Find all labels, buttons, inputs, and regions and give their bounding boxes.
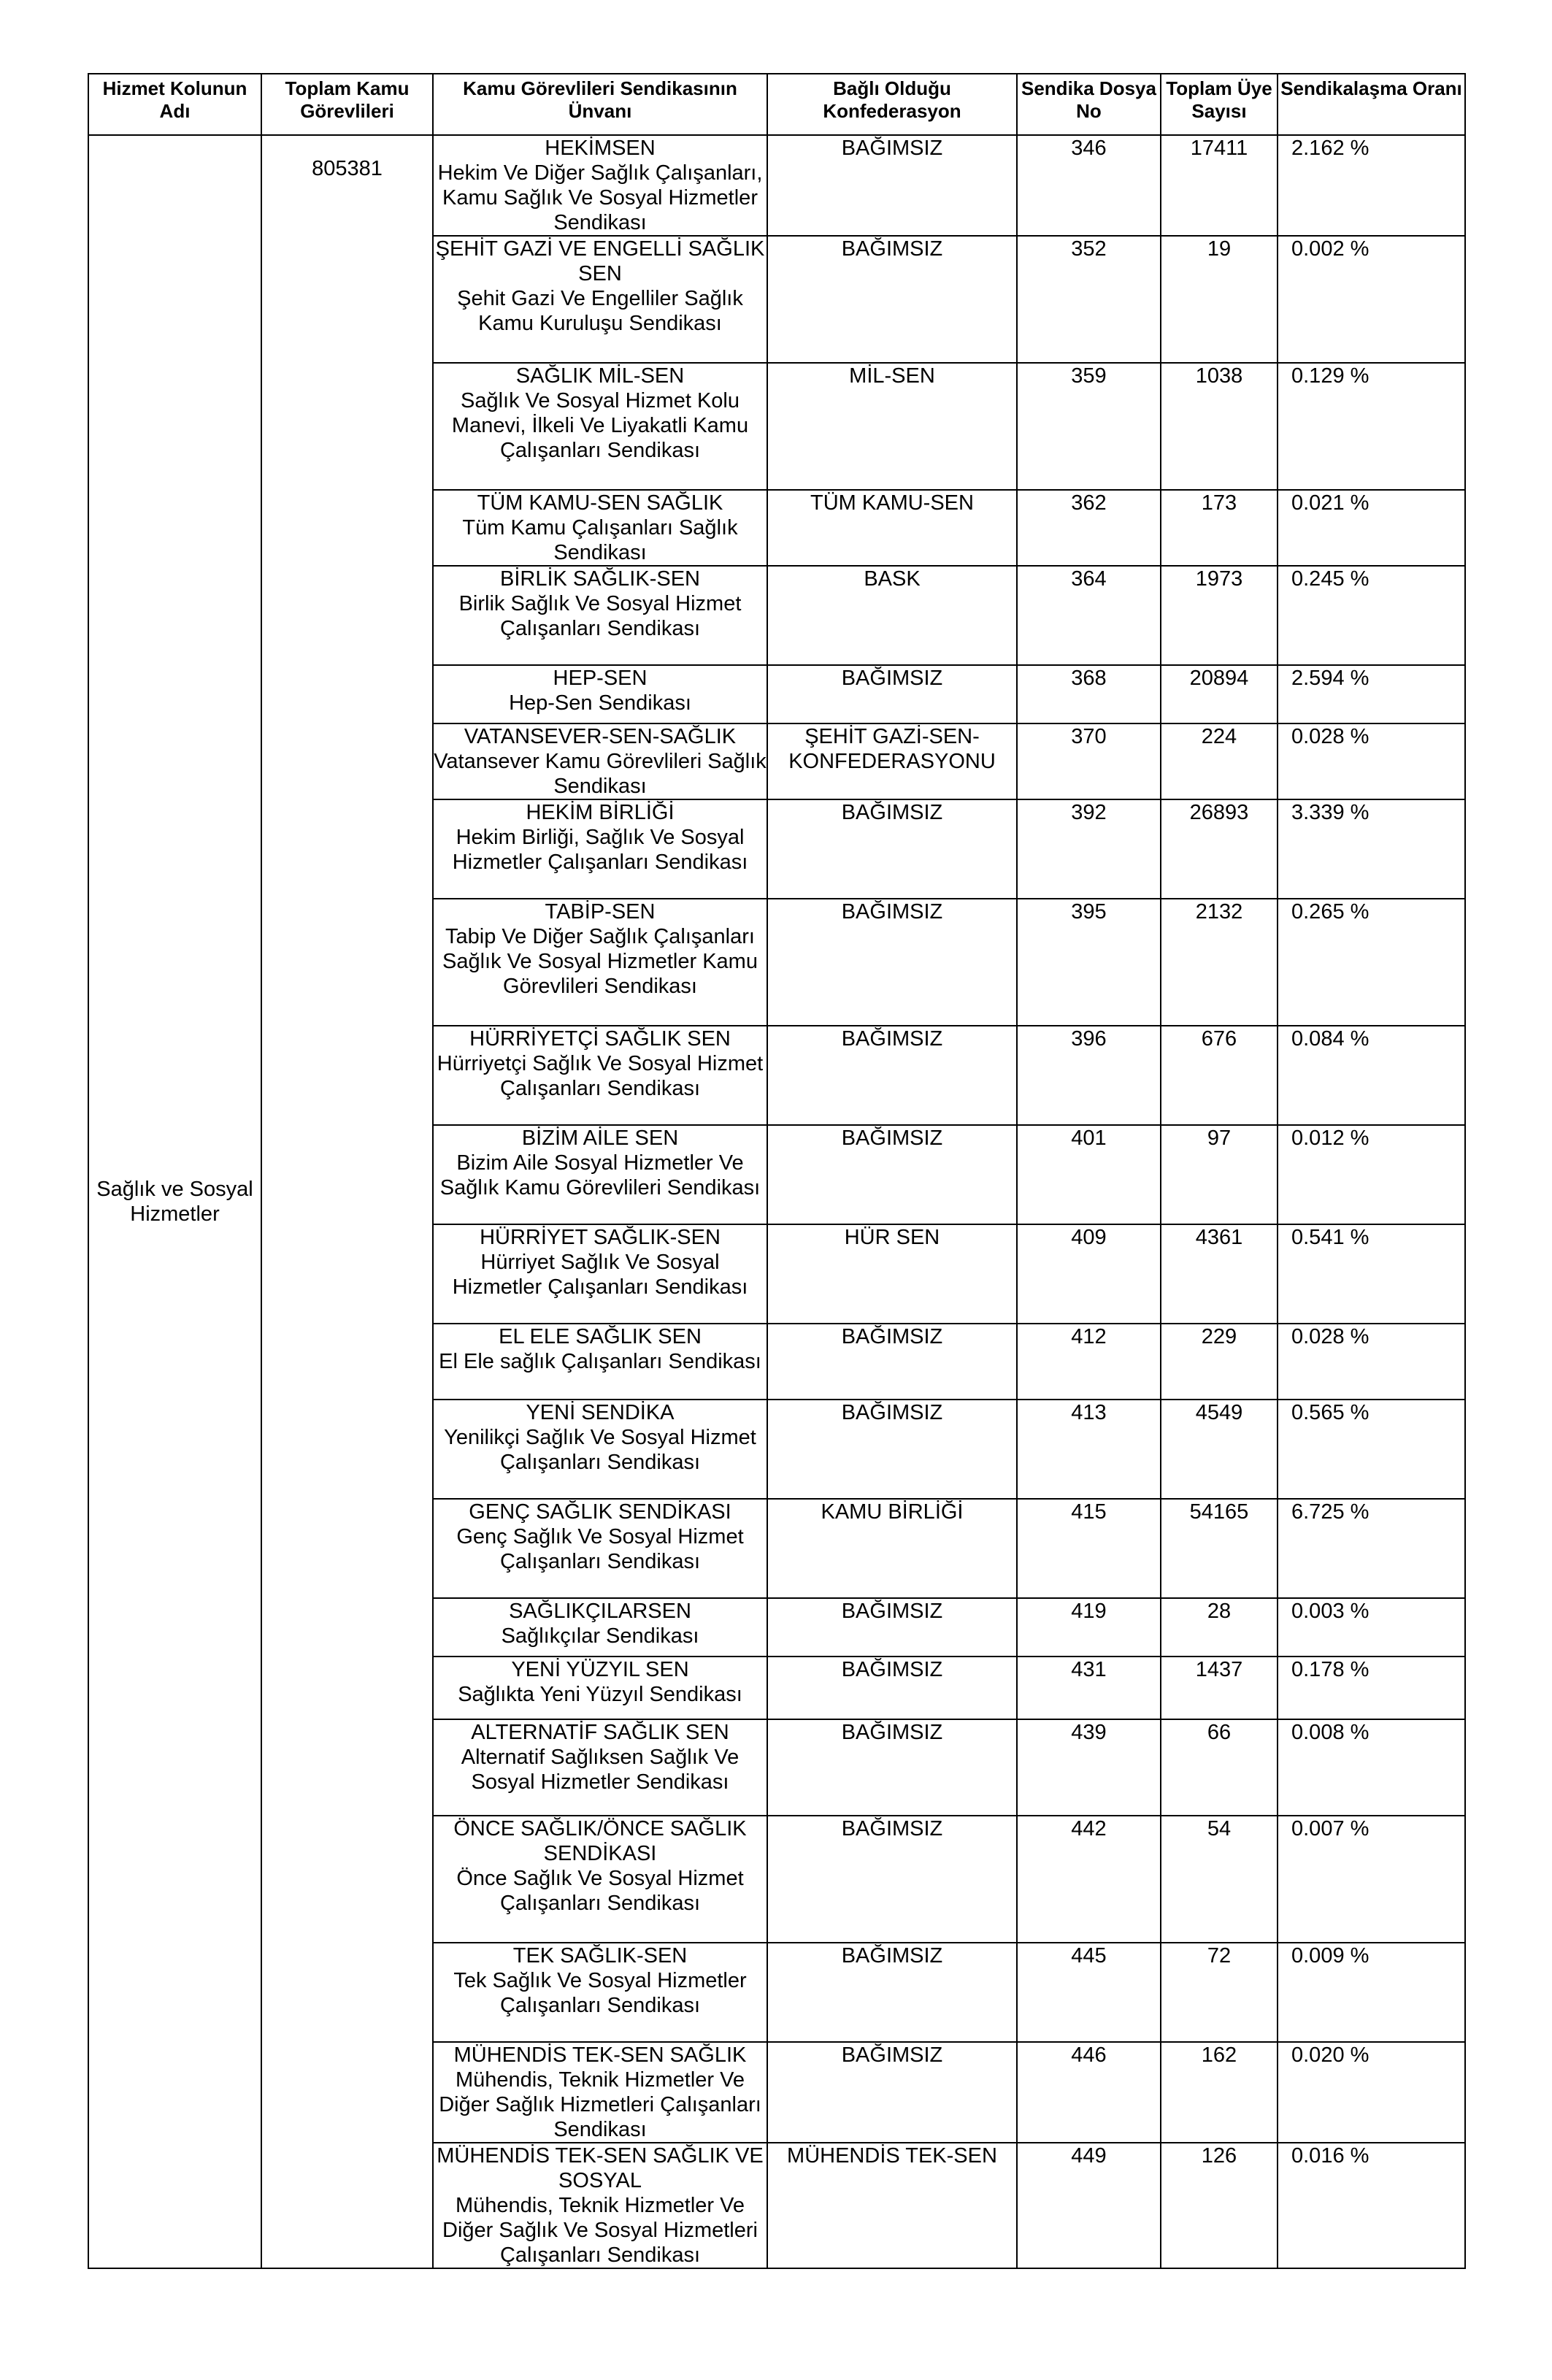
toplam-kamu-cell [261, 135, 433, 2268]
dosya-no-cell: 415 [1017, 1499, 1161, 1598]
dosya-no-cell: 442 [1017, 1816, 1161, 1943]
sendika-unvan-cell [433, 1657, 767, 1719]
toplam-kamu-value: 805381 [312, 157, 383, 180]
uye-sayisi-cell: 1437 [1161, 1657, 1278, 1719]
sendika-full-name: Vatansever Kamu Görevlileri Sağlık Sendikası [434, 750, 767, 798]
sendika-short-name: GENÇ SAĞLIK SENDİKASI [469, 1500, 731, 1524]
sendika-short-name: EL ELE SAĞLIK SEN [499, 1325, 702, 1348]
konfederasyon-cell: TÜM KAMU-SEN [767, 490, 1017, 566]
sendika-full-name: El Ele sağlık Çalışanları Sendikası [439, 1350, 761, 1373]
sendika-unvan-cell [433, 1719, 767, 1816]
oran-cell: 0.084 % [1278, 1026, 1465, 1125]
oran-cell: 0.265 % [1278, 899, 1465, 1026]
dosya-no-cell: 413 [1017, 1400, 1161, 1499]
header-toplam-kamu: Toplam Kamu Görevlileri [261, 74, 433, 135]
sendika-short-name: HEKİM BİRLİĞİ [526, 801, 675, 824]
oran-cell: 0.016 % [1278, 2143, 1465, 2268]
uye-sayisi-cell: 97 [1161, 1125, 1278, 1224]
dosya-no-cell: 364 [1017, 566, 1161, 665]
sendika-unvan-cell [433, 1324, 767, 1400]
sendika-full-name: Genç Sağlık Ve Sosyal Hizmet Çalışanları Sendikası [456, 1525, 744, 1573]
sendika-full-name: Yenilikçi Sağlık Ve Sosyal Hizmet Çalışanları Sendikası [444, 1426, 756, 1474]
uye-sayisi-cell: 17411 [1161, 135, 1278, 236]
header-hizmet-kolu: Hizmet Kolunun Adı [88, 74, 261, 135]
konfederasyon-cell: BAĞIMSIZ [767, 1598, 1017, 1657]
dosya-no-cell: 449 [1017, 2143, 1161, 2268]
sendika-unvan-cell [433, 566, 767, 665]
sendika-unvan-cell [433, 1943, 767, 2042]
konfederasyon-cell: BAĞIMSIZ [767, 135, 1017, 236]
dosya-no-cell: 446 [1017, 2042, 1161, 2143]
oran-cell: 0.012 % [1278, 1125, 1465, 1224]
dosya-no-cell: 401 [1017, 1125, 1161, 1224]
konfederasyon-cell: KAMU BİRLİĞİ [767, 1499, 1017, 1598]
sendika-unvan-cell [433, 1816, 767, 1943]
uye-sayisi-cell: 54165 [1161, 1499, 1278, 1598]
sendika-unvan-cell [433, 1125, 767, 1224]
sendika-full-name: Şehit Gazi Ve Engelliler Sağlık Kamu Kuruluşu Sendikası [457, 287, 743, 335]
konfederasyon-cell: BAĞIMSIZ [767, 799, 1017, 899]
sendika-full-name: Hürriyet Sağlık Ve Sosyal Hizmetler Çalışanları Sendikası [452, 1251, 748, 1299]
uye-sayisi-cell: 28 [1161, 1598, 1278, 1657]
sendika-short-name: TÜM KAMU-SEN SAĞLIK [477, 491, 723, 515]
sendika-short-name: BİZİM AİLE SEN [521, 1126, 679, 1150]
konfederasyon-cell: ŞEHİT GAZİ-SEN-KONFEDERASYONU [767, 723, 1017, 799]
uye-sayisi-cell: 20894 [1161, 665, 1278, 723]
oran-cell: 0.020 % [1278, 2042, 1465, 2143]
uye-sayisi-cell: 676 [1161, 1026, 1278, 1125]
uye-sayisi-cell: 173 [1161, 490, 1278, 566]
oran-cell: 0.028 % [1278, 723, 1465, 799]
konfederasyon-cell: HÜR SEN [767, 1224, 1017, 1324]
sendika-full-name: Mühendis, Teknik Hizmetler Ve Diğer Sağlık Ve Sosyal Hizmetleri Çalışanları Sendikası [442, 2194, 758, 2267]
uye-sayisi-cell: 1038 [1161, 363, 1278, 490]
konfederasyon-cell: MÜHENDİS TEK-SEN [767, 2143, 1017, 2268]
dosya-no-cell: 368 [1017, 665, 1161, 723]
konfederasyon-cell: BAĞIMSIZ [767, 2042, 1017, 2143]
header-uye-sayisi: Toplam Üye Sayısı [1161, 74, 1278, 135]
uye-sayisi-cell: 4549 [1161, 1400, 1278, 1499]
sendika-full-name: Hekim Birliği, Sağlık Ve Sosyal Hizmetler Çalışanları Sendikası [452, 826, 748, 874]
sendika-full-name: Hep-Sen Sendikası [509, 691, 691, 715]
uye-sayisi-cell: 26893 [1161, 799, 1278, 899]
hizmet-kolu-label: Sağlık ve Sosyal Hizmetler [96, 1178, 253, 1226]
oran-cell: 0.541 % [1278, 1224, 1465, 1324]
sendika-short-name: MÜHENDİS TEK-SEN SAĞLIK [453, 2043, 747, 2067]
sendika-short-name: TEK SAĞLIK-SEN [512, 1944, 688, 1968]
oran-cell: 2.162 % [1278, 135, 1465, 236]
sendika-full-name: Bizim Aile Sosyal Hizmetler Ve Sağlık Kamu Görevlileri Sendikası [439, 1151, 761, 1199]
uye-sayisi-cell: 54 [1161, 1816, 1278, 1943]
sendika-unvan-cell [433, 2143, 767, 2268]
dosya-no-cell: 396 [1017, 1026, 1161, 1125]
oran-cell: 6.725 % [1278, 1499, 1465, 1598]
sendika-full-name: Hekim Ve Diğer Sağlık Çalışanları, Kamu Sağlık Ve Sosyal Hizmetler Sendikası [437, 161, 763, 234]
sendika-full-name: Birlik Sağlık Ve Sosyal Hizmet Çalışanları Sendikası [458, 592, 742, 640]
table-body [88, 135, 1465, 2268]
header-oran: Sendikalaşma Oranı [1278, 74, 1465, 135]
konfederasyon-cell: BAĞIMSIZ [767, 665, 1017, 723]
konfederasyon-cell: BAĞIMSIZ [767, 1324, 1017, 1400]
dosya-no-cell: 359 [1017, 363, 1161, 490]
sendika-unvan-cell [433, 1026, 767, 1125]
oran-cell: 3.339 % [1278, 799, 1465, 899]
dosya-no-cell: 409 [1017, 1224, 1161, 1324]
dosya-no-cell: 439 [1017, 1719, 1161, 1816]
oran-cell: 0.245 % [1278, 566, 1465, 665]
sendika-unvan-cell [433, 1400, 767, 1499]
sendika-unvan-cell [433, 236, 767, 363]
sendika-short-name: HEKİMSEN [545, 137, 656, 160]
oran-cell: 0.021 % [1278, 490, 1465, 566]
sendika-unvan-cell [433, 665, 767, 723]
sendika-short-name: HEP-SEN [553, 667, 648, 690]
uye-sayisi-cell: 66 [1161, 1719, 1278, 1816]
oran-cell: 0.178 % [1278, 1657, 1465, 1719]
sendika-unvan-cell [433, 1224, 767, 1324]
sendika-short-name: YENİ YÜZYIL SEN [511, 1658, 689, 1681]
sendika-short-name: BİRLİK SAĞLIK-SEN [500, 567, 700, 591]
sendika-full-name: Hürriyetçi Sağlık Ve Sosyal Hizmet Çalışanları Sendikası [437, 1052, 764, 1100]
dosya-no-cell: 392 [1017, 799, 1161, 899]
sendika-unvan-cell [433, 2042, 767, 2143]
sendika-full-name: Tüm Kamu Çalışanları Sağlık Sendikası [462, 516, 738, 564]
oran-cell: 0.129 % [1278, 363, 1465, 490]
sendika-unvan-cell [433, 899, 767, 1026]
konfederasyon-cell: BASK [767, 566, 1017, 665]
sendika-full-name: Alternatif Sağlıksen Sağlık Ve Sosyal Hizmetler Sendikası [461, 1746, 739, 1794]
dosya-no-cell: 431 [1017, 1657, 1161, 1719]
sendika-short-name: SAĞLIKÇILARSEN [509, 1600, 691, 1623]
sendika-short-name: HÜRRİYETÇİ SAĞLIK SEN [469, 1027, 731, 1051]
sendika-short-name: MÜHENDİS TEK-SEN SAĞLIK VE SOSYAL [437, 2144, 764, 2192]
oran-cell: 0.009 % [1278, 1943, 1465, 2042]
sendika-short-name: YENİ SENDİKA [526, 1401, 675, 1424]
sendika-short-name: ŞEHİT GAZİ VE ENGELLİ SAĞLIK SEN [435, 237, 765, 285]
hizmet-kolu-cell [88, 135, 261, 2268]
dosya-no-cell: 395 [1017, 899, 1161, 1026]
oran-cell: 0.565 % [1278, 1400, 1465, 1499]
konfederasyon-cell: BAĞIMSIZ [767, 1657, 1017, 1719]
oran-cell: 0.007 % [1278, 1816, 1465, 1943]
header-unvan: Kamu Görevlileri Sendikasının Ünvanı [433, 74, 767, 135]
sendika-short-name: TABİP-SEN [545, 900, 656, 924]
sendika-full-name: Mühendis, Teknik Hizmetler Ve Diğer Sağlık Hizmetleri Çalışanları Sendikası [439, 2068, 761, 2141]
uye-sayisi-cell: 229 [1161, 1324, 1278, 1400]
dosya-no-cell: 346 [1017, 135, 1161, 236]
sendika-full-name: Önce Sağlık Ve Sosyal Hizmet Çalışanları Sendikası [456, 1867, 744, 1915]
konfederasyon-cell: BAĞIMSIZ [767, 1816, 1017, 1943]
konfederasyon-cell: BAĞIMSIZ [767, 1400, 1017, 1499]
uye-sayisi-cell: 2132 [1161, 899, 1278, 1026]
oran-cell: 0.003 % [1278, 1598, 1465, 1657]
sendika-short-name: ALTERNATİF SAĞLIK SEN [471, 1721, 729, 1744]
uye-sayisi-cell: 1973 [1161, 566, 1278, 665]
konfederasyon-cell: BAĞIMSIZ [767, 1026, 1017, 1125]
konfederasyon-cell: BAĞIMSIZ [767, 1719, 1017, 1816]
konfederasyon-cell: MİL-SEN [767, 363, 1017, 490]
header-dosya-no: Sendika Dosya No [1017, 74, 1161, 135]
sendika-unvan-cell [433, 1499, 767, 1598]
sendika-unvan-cell [433, 135, 767, 236]
sendika-full-name: Tek Sağlık Ve Sosyal Hizmetler Çalışanları Sendikası [453, 1969, 747, 2017]
sendika-short-name: SAĞLIK MİL-SEN [515, 364, 685, 388]
konfederasyon-cell: BAĞIMSIZ [767, 1125, 1017, 1224]
sendika-full-name: Sağlıkta Yeni Yüzyıl Sendikası [458, 1683, 742, 1706]
union-statistics-table [88, 73, 1466, 2269]
sendika-unvan-cell [433, 363, 767, 490]
uye-sayisi-cell: 162 [1161, 2042, 1278, 2143]
header-konfederasyon: Bağlı Olduğu Konfederasyon [767, 74, 1017, 135]
sendika-unvan-cell [433, 723, 767, 799]
uye-sayisi-cell: 72 [1161, 1943, 1278, 2042]
uye-sayisi-cell: 19 [1161, 236, 1278, 363]
sendika-short-name: ÖNCE SAĞLIK/ÖNCE SAĞLIK SENDİKASI [453, 1817, 747, 1865]
uye-sayisi-cell: 224 [1161, 723, 1278, 799]
dosya-no-cell: 370 [1017, 723, 1161, 799]
sendika-unvan-cell [433, 1598, 767, 1657]
dosya-no-cell: 445 [1017, 1943, 1161, 2042]
konfederasyon-cell: BAĞIMSIZ [767, 899, 1017, 1026]
uye-sayisi-cell: 4361 [1161, 1224, 1278, 1324]
sendika-full-name: Sağlık Ve Sosyal Hizmet Kolu Manevi, İlkeli Ve Liyakatli Kamu Çalışanları Sendikası [451, 389, 749, 462]
dosya-no-cell: 419 [1017, 1598, 1161, 1657]
table-row [88, 135, 1465, 236]
sendika-short-name: HÜRRİYET SAĞLIK-SEN [480, 1226, 721, 1249]
dosya-no-cell: 412 [1017, 1324, 1161, 1400]
sendika-unvan-cell [433, 490, 767, 566]
sendika-short-name: VATANSEVER-SEN-SAĞLIK [464, 725, 737, 748]
header-row [88, 74, 1465, 135]
oran-cell: 2.594 % [1278, 665, 1465, 723]
table-container [88, 73, 1464, 2310]
konfederasyon-cell: BAĞIMSIZ [767, 1943, 1017, 2042]
dosya-no-cell: 352 [1017, 236, 1161, 363]
uye-sayisi-cell: 126 [1161, 2143, 1278, 2268]
sendika-unvan-cell [433, 799, 767, 899]
dosya-no-cell: 362 [1017, 490, 1161, 566]
sendika-full-name: Sağlıkçılar Sendikası [501, 1624, 699, 1648]
konfederasyon-cell: BAĞIMSIZ [767, 236, 1017, 363]
oran-cell: 0.028 % [1278, 1324, 1465, 1400]
oran-cell: 0.008 % [1278, 1719, 1465, 1816]
sendika-full-name: Tabip Ve Diğer Sağlık Çalışanları Sağlık Ve Sosyal Hizmetler Kamu Görevlileri Sendikası [442, 925, 758, 998]
oran-cell: 0.002 % [1278, 236, 1465, 363]
